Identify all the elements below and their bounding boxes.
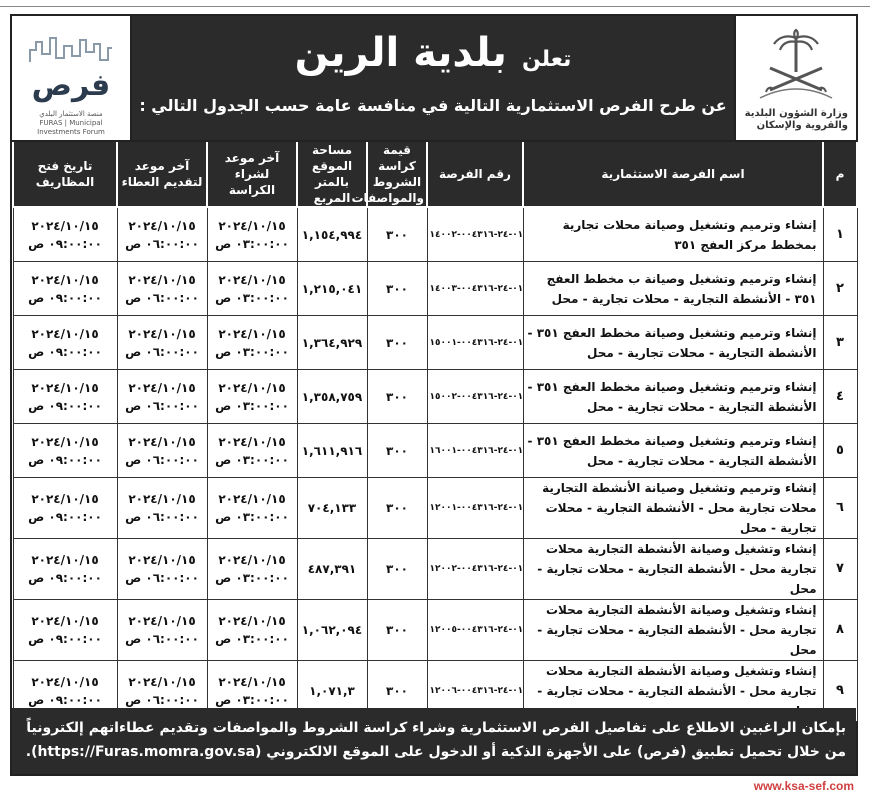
row-bid-deadline-time: ٠٦:٠٠:٠٠ ص (125, 693, 199, 707)
row-bid-deadline-time: ٠٦:٠٠:٠٠ ص (125, 290, 199, 305)
header (12, 16, 856, 142)
row-buy-deadline-date: ٢٠٢٤/١٠/١٥ (218, 434, 286, 449)
row-price: ٣٠٠ (367, 600, 427, 661)
header-bid-deadline: آخر موعد لتقديم العطاء (117, 142, 207, 207)
row-open-date (13, 262, 117, 316)
row-num: ٩ (823, 661, 857, 722)
row-num: ٢ (823, 262, 857, 316)
row-buy-deadline-time: ٠٣:٠٠:٠٠ ص (215, 693, 289, 707)
row-buy-deadline (207, 316, 297, 370)
table-row (13, 316, 857, 370)
row-bid-deadline-date: ٢٠٢٤/١٠/١٥ (128, 326, 196, 341)
row-buy-deadline-date: ٢٠٢٤/١٠/١٥ (218, 272, 286, 287)
row-price: ٣٠٠ (367, 207, 427, 262)
row-buy-deadline (207, 600, 297, 661)
row-ref: ٠١-٢٤-٠٠٤٣١٦-١٥٠٠٢ (427, 370, 523, 424)
title-line (132, 30, 734, 76)
row-open-date-time: ٠٩:٠٠:٠٠ ص (28, 236, 102, 251)
watermark: www.ksa-sef.com (753, 779, 854, 793)
row-buy-deadline-time: ٠٣:٠٠:٠٠ ص (215, 452, 289, 467)
row-area: ١,٢١٥,٠٤١ (297, 262, 367, 316)
top-rule (0, 6, 870, 7)
announce-word: تعلن (521, 47, 572, 72)
row-num: ٧ (823, 539, 857, 600)
row-ref: ٠١-٢٤-٠٠٤٣١٦-١٢٠٠٦ (427, 661, 523, 722)
row-buy-deadline (207, 207, 297, 262)
opportunities-table (12, 142, 858, 722)
row-area: ٤٨٧,٣٩١ (297, 539, 367, 600)
furas-wordmark: فرص (31, 68, 111, 103)
row-bid-deadline-time: ٠٦:٠٠:٠٠ ص (125, 344, 199, 359)
row-price: ٣٠٠ (367, 424, 427, 478)
header-ref: رقم الفرصة (427, 142, 523, 207)
header-buy-deadline: آخر موعد لشراء الكراسة (207, 142, 297, 207)
row-num: ٤ (823, 370, 857, 424)
row-ref: ٠١-٢٤-٠٠٤٣١٦-١٢٠٠٥ (427, 600, 523, 661)
row-area: ١,١٥٤,٩٩٤ (297, 207, 367, 262)
row-buy-deadline-date: ٢٠٢٤/١٠/١٥ (218, 614, 286, 628)
row-bid-deadline-date: ٢٠٢٤/١٠/١٥ (128, 614, 196, 628)
row-name: إنشاء وترميم وتشغيل وصيانة ب مخطط العفج ٣٥١ - الأنشطة التجارية - محلات تجارية - محل (523, 262, 823, 316)
title-band (132, 16, 734, 140)
row-bid-deadline-time: ٠٦:٠٠:٠٠ ص (125, 452, 199, 467)
row-bid-deadline (117, 539, 207, 600)
ministry-name-line2: والقروية والإسكان (756, 120, 848, 131)
table-row (13, 424, 857, 478)
row-open-date-date: ٢٠٢٤/١٠/١٥ (31, 553, 99, 567)
furas-tagline-en: FURAS | Municipal Investments Forum (37, 119, 105, 136)
row-area: ٧٠٤,١٣٣ (297, 478, 367, 539)
row-bid-deadline (117, 478, 207, 539)
ministry-name (744, 108, 848, 132)
row-open-date-date: ٢٠٢٤/١٠/١٥ (31, 218, 99, 233)
row-ref: ٠١-٢٤-٠٠٤٣١٦-١٥٠٠١ (427, 316, 523, 370)
subtitle: عن طرح الفرص الاستثمارية التالية في منافسة عامة حسب الجدول التالي : (139, 96, 727, 115)
table-row (13, 478, 857, 539)
row-ref: ٠١-٢٤-٠٠٤٣١٦-١٤٠٠٢ (427, 207, 523, 262)
furas-tagline-ar: منصة الاستثمار البلدي (39, 110, 103, 118)
row-bid-deadline-time: ٠٦:٠٠:٠٠ ص (125, 571, 199, 585)
row-bid-deadline-date: ٢٠٢٤/١٠/١٥ (128, 553, 196, 567)
table-row (13, 207, 857, 262)
row-open-date-time: ٠٩:٠٠:٠٠ ص (28, 510, 102, 524)
row-bid-deadline (117, 207, 207, 262)
row-bid-deadline-time: ٠٦:٠٠:٠٠ ص (125, 398, 199, 413)
row-num: ١ (823, 207, 857, 262)
row-price: ٣٠٠ (367, 478, 427, 539)
row-area: ١,٠٦٢,٠٩٤ (297, 600, 367, 661)
row-name: إنشاء وترميم وتشغيل وصيانة محلات تجارية بمخطط مركز العفج ٣٥١ (523, 207, 823, 262)
row-bid-deadline-date: ٢٠٢٤/١٠/١٥ (128, 492, 196, 506)
row-open-date (13, 207, 117, 262)
row-buy-deadline-date: ٢٠٢٤/١٠/١٥ (218, 675, 286, 689)
row-buy-deadline-time: ٠٣:٠٠:٠٠ ص (215, 344, 289, 359)
row-bid-deadline-date: ٢٠٢٤/١٠/١٥ (128, 380, 196, 395)
row-name: إنشاء وترميم وتشغيل وصيانة مخطط العفج ٣٥١ - الأنشطة التجارية - محلات تجارية - محل (523, 424, 823, 478)
row-ref: ٠١-٢٤-٠٠٤٣١٦-١٢٠٠٢ (427, 539, 523, 600)
row-price: ٣٠٠ (367, 370, 427, 424)
furas-tagline (18, 110, 124, 137)
row-open-date (13, 316, 117, 370)
row-open-date-time: ٠٩:٠٠:٠٠ ص (28, 344, 102, 359)
row-name: إنشاء وترميم وتشغيل وصيانة مخطط العفج ٣٥١ - الأنشطة التجارية - محلات تجارية - محل (523, 370, 823, 424)
row-price: ٣٠٠ (367, 316, 427, 370)
row-area: ١,٣٥٨,٧٥٩ (297, 370, 367, 424)
row-open-date (13, 424, 117, 478)
row-name: إنشاء وتشغيل وصيانة الأنشطة التجارية محلات تجارية محل - الأنشطة التجارية - محلات تجارية - محل (523, 600, 823, 661)
row-open-date-time: ٠٩:٠٠:٠٠ ص (28, 571, 102, 585)
row-open-date (13, 478, 117, 539)
row-ref: ٠١-٢٤-٠٠٤٣١٦-١٢٠٠١ (427, 478, 523, 539)
ministry-name-line1: وزارة الشؤون البلدية (744, 108, 848, 119)
row-bid-deadline (117, 262, 207, 316)
header-num: م (823, 142, 857, 207)
row-open-date-time: ٠٩:٠٠:٠٠ ص (28, 693, 102, 707)
row-bid-deadline (117, 316, 207, 370)
row-buy-deadline-time: ٠٣:٠٠:٠٠ ص (215, 398, 289, 413)
row-bid-deadline-time: ٠٦:٠٠:٠٠ ص (125, 510, 199, 524)
row-num: ٥ (823, 424, 857, 478)
row-name: إنشاء وتشغيل وصيانة الأنشطة التجارية محلات تجارية محل - الأنشطة التجارية - محلات تجارية - محل (523, 539, 823, 600)
row-bid-deadline (117, 424, 207, 478)
municipality-name: بلدية الرين (294, 30, 507, 76)
row-open-date-date: ٢٠٢٤/١٠/١٥ (31, 675, 99, 689)
row-bid-deadline-date: ٢٠٢٤/١٠/١٥ (128, 434, 196, 449)
header-area: مساحة الموقع بالمتر المربع (297, 142, 367, 207)
row-buy-deadline-date: ٢٠٢٤/١٠/١٥ (218, 492, 286, 506)
row-ref: ٠١-٢٤-٠٠٤٣١٦-١٤٠٠٣ (427, 262, 523, 316)
row-bid-deadline-time: ٠٦:٠٠:٠٠ ص (125, 236, 199, 251)
row-open-date (13, 600, 117, 661)
row-ref: ٠١-٢٤-٠٠٤٣١٦-١٦٠٠١ (427, 424, 523, 478)
row-buy-deadline-time: ٠٣:٠٠:٠٠ ص (215, 571, 289, 585)
row-buy-deadline (207, 478, 297, 539)
row-area: ١,٣٦٤,٩٢٩ (297, 316, 367, 370)
row-open-date-date: ٢٠٢٤/١٠/١٥ (31, 434, 99, 449)
row-open-date-date: ٢٠٢٤/١٠/١٥ (31, 492, 99, 506)
row-buy-deadline-time: ٠٣:٠٠:٠٠ ص (215, 510, 289, 524)
row-name: إنشاء وترميم وتشغيل وصيانة الأنشطة التجارية محلات تجارية محل - الأنشطة التجارية - محلات تجارية - محل (523, 478, 823, 539)
row-buy-deadline-date: ٢٠٢٤/١٠/١٥ (218, 380, 286, 395)
table-row (13, 370, 857, 424)
row-buy-deadline-date: ٢٠٢٤/١٠/١٥ (218, 218, 286, 233)
row-buy-deadline (207, 424, 297, 478)
row-area: ١,٠٧١,٣ (297, 661, 367, 722)
skyline-icon (26, 32, 116, 66)
row-num: ٦ (823, 478, 857, 539)
row-buy-deadline-time: ٠٣:٠٠:٠٠ ص (215, 236, 289, 251)
table-row (13, 600, 857, 661)
row-open-date (13, 370, 117, 424)
row-open-date-time: ٠٩:٠٠:٠٠ ص (28, 632, 102, 646)
row-buy-deadline-time: ٠٣:٠٠:٠٠ ص (215, 632, 289, 646)
row-bid-deadline (117, 370, 207, 424)
row-num: ٨ (823, 600, 857, 661)
furas-logo (12, 16, 132, 140)
row-bid-deadline (117, 600, 207, 661)
row-name: إنشاء وتشغيل وصيانة الأنشطة التجارية محلات تجارية محل - الأنشطة التجارية - محلات تجارية - (523, 661, 823, 722)
row-buy-deadline (207, 370, 297, 424)
row-open-date (13, 539, 117, 600)
row-open-date-time: ٠٩:٠٠:٠٠ ص (28, 398, 102, 413)
palm-swords-emblem-icon (756, 28, 836, 104)
row-price: ٣٠٠ (367, 539, 427, 600)
announcement-sheet (10, 14, 858, 776)
row-price: ٣٠٠ (367, 661, 427, 722)
row-num: ٣ (823, 316, 857, 370)
table-header-row (13, 142, 857, 207)
row-buy-deadline-date: ٢٠٢٤/١٠/١٥ (218, 326, 286, 341)
row-buy-deadline (207, 262, 297, 316)
row-buy-deadline (207, 539, 297, 600)
row-open-date-date: ٢٠٢٤/١٠/١٥ (31, 614, 99, 628)
ministry-logo (734, 16, 856, 140)
row-price: ٣٠٠ (367, 262, 427, 316)
row-bid-deadline-time: ٠٦:٠٠:٠٠ ص (125, 632, 199, 646)
table-row (13, 539, 857, 600)
row-open-date-date: ٢٠٢٤/١٠/١٥ (31, 272, 99, 287)
row-open-date-date: ٢٠٢٤/١٠/١٥ (31, 380, 99, 395)
row-open-date-time: ٠٩:٠٠:٠٠ ص (28, 452, 102, 467)
footer-note: بإمكان الراغبين الاطلاع على تفاصيل الفرص الاستثمارية وشراء كراسة الشروط والمواصفات وتقديم عطاءاتهم إلكترونياً من خلال تحميل تطبيق (فرص) على الأجهزة الذكية أو الدخول على الموقع الالكتروني (https://Furas.momra.gov.sa). (12, 708, 856, 774)
row-bid-deadline-date: ٢٠٢٤/١٠/١٥ (128, 218, 196, 233)
row-bid-deadline-date: ٢٠٢٤/١٠/١٥ (128, 272, 196, 287)
header-price: قيمة كراسة الشروط والمواصفات (367, 142, 427, 207)
row-open-date-time: ٠٩:٠٠:٠٠ ص (28, 290, 102, 305)
row-area: ١,٦١١,٩١٦ (297, 424, 367, 478)
row-bid-deadline-date: ٢٠٢٤/١٠/١٥ (128, 675, 196, 689)
header-name: اسم الفرصة الاستثمارية (523, 142, 823, 207)
row-buy-deadline-date: ٢٠٢٤/١٠/١٥ (218, 553, 286, 567)
table-row (13, 262, 857, 316)
row-name: إنشاء وترميم وتشغيل وصيانة مخطط العفج ٣٥١ - الأنشطة التجارية - محلات تجارية - محل (523, 316, 823, 370)
row-open-date-date: ٢٠٢٤/١٠/١٥ (31, 326, 99, 341)
row-buy-deadline-time: ٠٣:٠٠:٠٠ ص (215, 290, 289, 305)
header-open-date: تاريخ فتح المظاريف (13, 142, 117, 207)
